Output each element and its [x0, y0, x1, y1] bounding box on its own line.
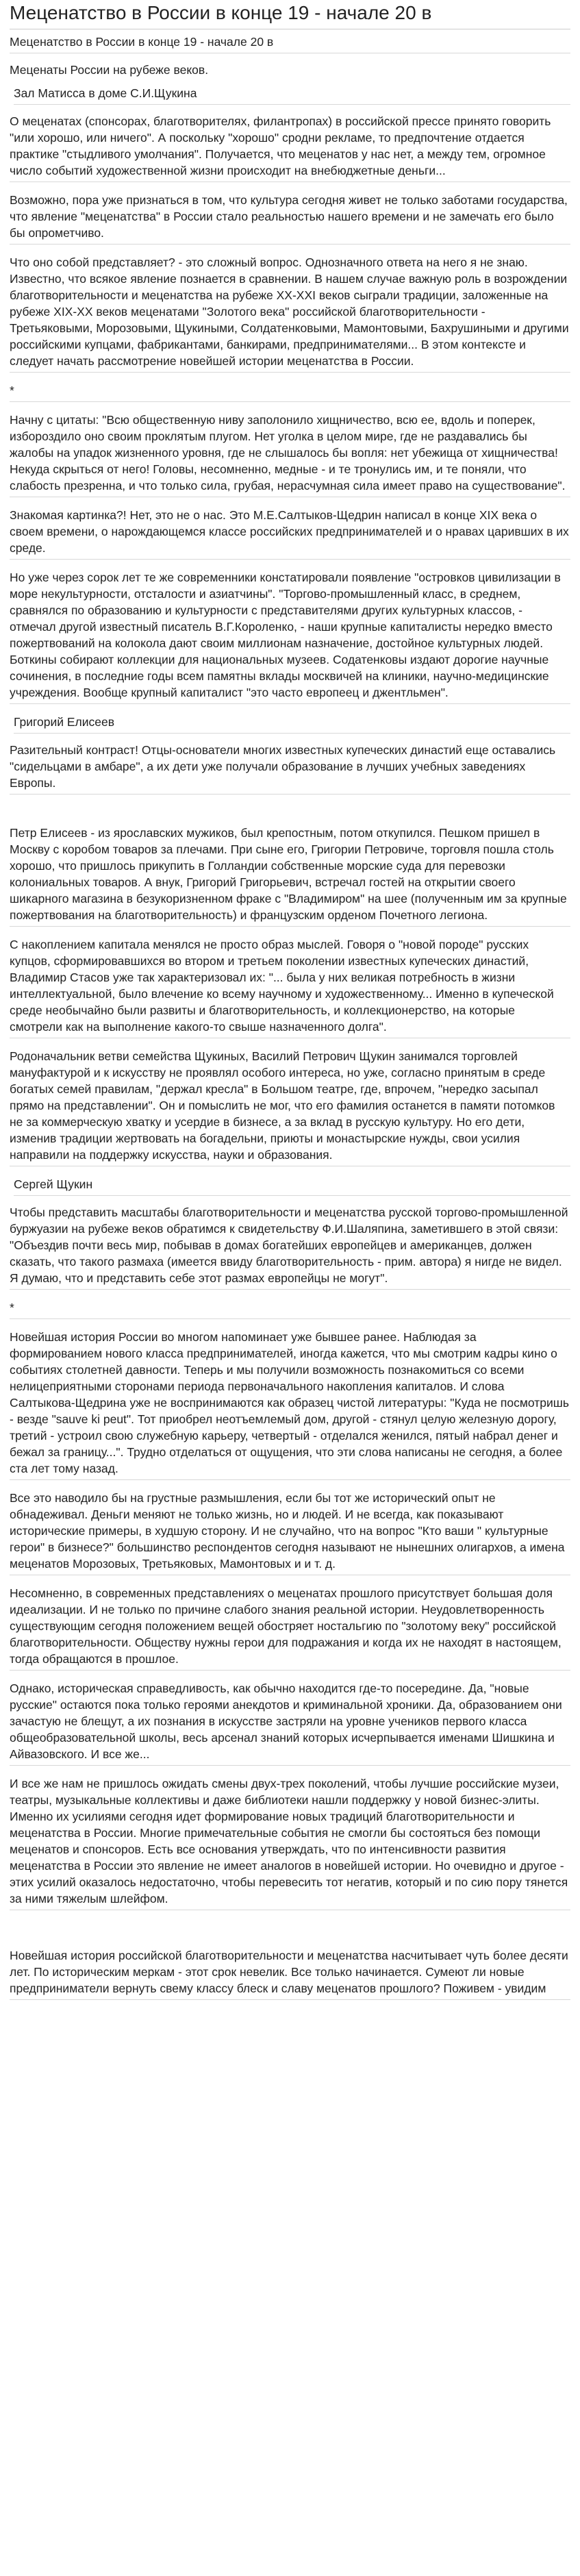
paragraph: С накоплением капитала менялся не просто образ мыслей. Говоря о "новой породе" русских купцов, сформировавшихся во втором и третьем поколении известных купеческих династий, Владимир Стасов уже так характеризовал их: "... была у них великая потребность в жизни интеллектуальной, было влечение ко всему научному и художественному... Именно в купеческой среде необычайно были развиты и благотворительность, и коллекционерство, на которые смотрели как на выполнение какого-то свыше назначенного долга". — [10, 936, 570, 1038]
paragraph: Несомненно, в современных представлениях о меценатах прошлого присутствует большая доля идеализации. И не только по причине слабого знания реальной истории. Неудовлетворенность существующим сегодня положением вещей обостряет ностальгию по "золотому веку" российской благотворительности. Обществу нужны герои для подражания и когда их не находят в настоящем, тогда обращаются в прошлое. — [10, 1585, 570, 1671]
breadcrumb: Меценатство в России в конце 19 - начале 20 в — [10, 34, 570, 53]
image-caption-matisse: Зал Матисса в доме С.И.Щукина — [14, 85, 570, 105]
page-title: Меценатство в России в конце 19 - начале 20 в — [10, 1, 570, 29]
paragraph: Родоначальник ветви семейства Щукиных, Василий Петрович Щукин занимался торговлей мануфактурой и к искусству не проявлял особого интереса, но уже, согласно принятым в среде богатых семей правилам, "держал кресла" в Большом театре, где, впрочем, "нередко засыпал прямо на представлении". Он и помыслить не мог, что его фамилия останется в памяти потомков не за коммерческую хватку и усердие в бизнесе, а за вклад в русскую культуру. Но его дети, изменив традиции жертвовать на богадельни, приюты и монастырские нужды, свои усилия направили на поддержку искусства, науки и образования. — [10, 1048, 570, 1166]
spacer — [10, 804, 570, 825]
paragraph: Разительный контраст! Отцы-основатели многих известных купеческих династий еще оставались "сидельцами в амбаре", а их дети уже получали образование в лучших учебных заведениях Европы. — [10, 742, 570, 795]
paragraph: Все это наводило бы на грустные размышления, если бы тот же исторический опыт не обнадеживал. Деньги меняют не только жизнь, но и людей. И не всегда, как показывают исторические примеры, в худшую сторону. И не случайно, что на вопрос "Кто ваши " культурные герои" в бизнесе?" большинство респондентов сегодня называют не нынешних олигархов, а имена меценатов Морозовых, Третьяковых, Мамонтовых и и т. д. — [10, 1490, 570, 1575]
paragraph: Петр Елисеев - из ярославских мужиков, был крепостным, потом откупился. Пешком пришел в Москву с коробом товаров за плечами. При сыне его, Григории Петровиче, торговля пошла столь хорошо, что пришлось прикупить в Голландии собственные морские суда для перевозки колониальных товаров. А внук, Григорий Григорьевич, встречал гостей на открытии своего шикарного магазина в безукоризненном фраке с "Владимиром" на шее (полученным им за крупные пожертвования на благотворительность) и французским орденом Почетного легиона. — [10, 825, 570, 927]
paragraph: Начну с цитаты: "Всю общественную ниву заполонило хищничество, всю ее, вдоль и поперек, избороздило оно своим проклятым плугом. Нет уголка в целом мире, где не раздавались бы жалобы на упадок жизненного уровня, где не слышалось бы вопля: нет убежища от хищничества! Некуда скрыться от него! Головы, несомненно, медные - и те тронулись им, и те поняли, что слабость презренна, и что только сила, грубая, нерасчумная сила имеет право на существование". — [10, 412, 570, 497]
image-caption-shchukin: Сергей Щукин — [14, 1176, 570, 1196]
paragraph: И все же нам не пришлось ожидать смены двух-трех поколений, чтобы лучшие российские музеи, театры, музыкальные коллективы и даже библиотеки нашли поддержку у новой бизнес-элиты. Именно их усилиями сегодня идет формирование новых традиций благотворительности и меценатства в России. Многие примечательные события не смогли бы состояться без помощи меценатов и спонсоров. Есть все основания утверждать, что по интенсивности развития меценатства в России это явление не имеет аналогов в новейшей истории. Но очевидно и другое - этих усилий оказалось недостаточно, чтобы перевесить тот негатив, который и по сию пору тянется за ними тяжелым шлейфом. — [10, 1775, 570, 1910]
paragraph: Возможно, пора уже признаться в том, что культура сегодня живет не только заботами государства, что явление "меценатства" в России стало реальностью нашего времени и не замечать его было бы опрометчиво. — [10, 192, 570, 245]
article-subtitle: Меценаты России на рубеже веков. — [10, 63, 209, 77]
paragraph: Новейшая история российской благотворительности и меценатства насчитывает чуть более десяти лет. По историческим меркам - этот срок невелик. Все только начинается. Сумеют ли новые предприниматели вернуть свему классу блеск и славу меценатов прошлого? Поживем - увидим — [10, 1947, 570, 2000]
section-separator: * — [10, 1299, 570, 1319]
image-caption-eliseev: Григорий Елисеев — [14, 714, 570, 734]
paragraph: Чтобы представить масштабы благотворительности и меценатства русской торгово-промышленной буржуазии на рубеже веков обратимся к свидетельству Ф.И.Шаляпина, заметившего в этой связи: "Объездив почти весь мир, побывав в домах богатейших европейцев и американцев, должен сказать, что такого размаха (имеется ввиду благотворительность - прим. автора) я нигде не видел. Я думаю, что и представить себе этот размах европейцы не могут". — [10, 1204, 570, 1290]
paragraph: Новейшая история России во многом напоминает уже бывшее ранее. Наблюдая за формированием нового класса предпринимателей, иногда кажется, что мы смотрим кадры кино о событиях столетней давности. Теперь и мы получили возможность познакомиться со всеми нелицеприятными сторонами периода первоначального накопления капиталов. И слова Салтыкова-Щедрина уже не воспринимаются как образец чистой литературы: "Куда не посмотришь - везде "sauve ki peut". Тот приобрел неотъемлемый дом, другой - стянул целую железную дорогу, третий - устроил свою служебную карьеру, четвертый - отделался женился, пятый набрал денег и бежал за границу...". Трудно отделаться от ощущения, что эти слова написаны не сегодня, а более ста лет тому назад. — [10, 1329, 570, 1480]
paragraph: Что оно собой представляет? - это сложный вопрос. Однозначного ответа на него я не знаю. Известно, что всякое явление познается в сравнении. В нашем случае важную роль в возрождении благотворительности и меценатства на рубеже XX-XXI веков сыграли традиции, заложенные на рубеже XIX-XX веков меценатами "Золотого века" российской благотворительности - Третьяковыми, Морозовыми, Щукиными, Солдатенковыми, Мамонтовыми, Бахрушиными и другими российскими купцами, фабрикантами, банкирами, предпринимателями... В этом контексте и следует начать рассмотрение новейшей истории меценатства в России. — [10, 254, 570, 373]
paragraph: Знакомая картинка?! Нет, это не о нас. Это М.Е.Салтыков-Щедрин написал в конце XIX века о своем времени, о нарождающемся классе российских предпринимателей и о нравах царивших в их среде. — [10, 507, 570, 560]
spacer — [10, 1920, 570, 1947]
paragraph: О меценатах (спонсорах, благотворителях, филантропах) в российской прессе принято говорить "или хорошо, или ничего". А поскольку "хорошо" сродни рекламе, то предпочтение отдается практике "стыдливого умолчания". Получается, что меценатов у нас нет, а между тем, огромное число событий художественной жизни происходит на внебюджетные деньги... — [10, 113, 570, 182]
paragraph: Однако, историческая справедливость, как обычно находится где-то посередине. Да, "новые русские" остаются пока только героями анекдотов и криминальной хроники. Да, образованием они зачастую не блещут, а их познания в искусстве застряли на уровне учеников первого класса общеобразовательной школы, весь арсенал знаний которых исчерпывается именами Шишкина и Айвазовского. И все же... — [10, 1680, 570, 1766]
section-separator: * — [10, 382, 570, 402]
paragraph: Но уже через сорок лет те же современники констатировали появление "островков цивилизации в море некультурности, отсталости и азиатчины". "Торгово-промышленный класс, в среднем, сравнялся по образованию и культурности с представителями других культурных классов, - отмечал другой известный писатель В.Г.Короленко, - наши крупные капиталисты нередко вместо пожертвований на колокола дают своим миллионам назначение, достойное культурных людей. Боткины собирают коллекции для национальных музеев. Содатенковы издают дорогие научные сочинения, в последние годы всем памятны вклады москвичей на клиники, научно-медицинские учреждения. Вообще крупный капиталист "это часто европеец и джентльмен". — [10, 569, 570, 704]
